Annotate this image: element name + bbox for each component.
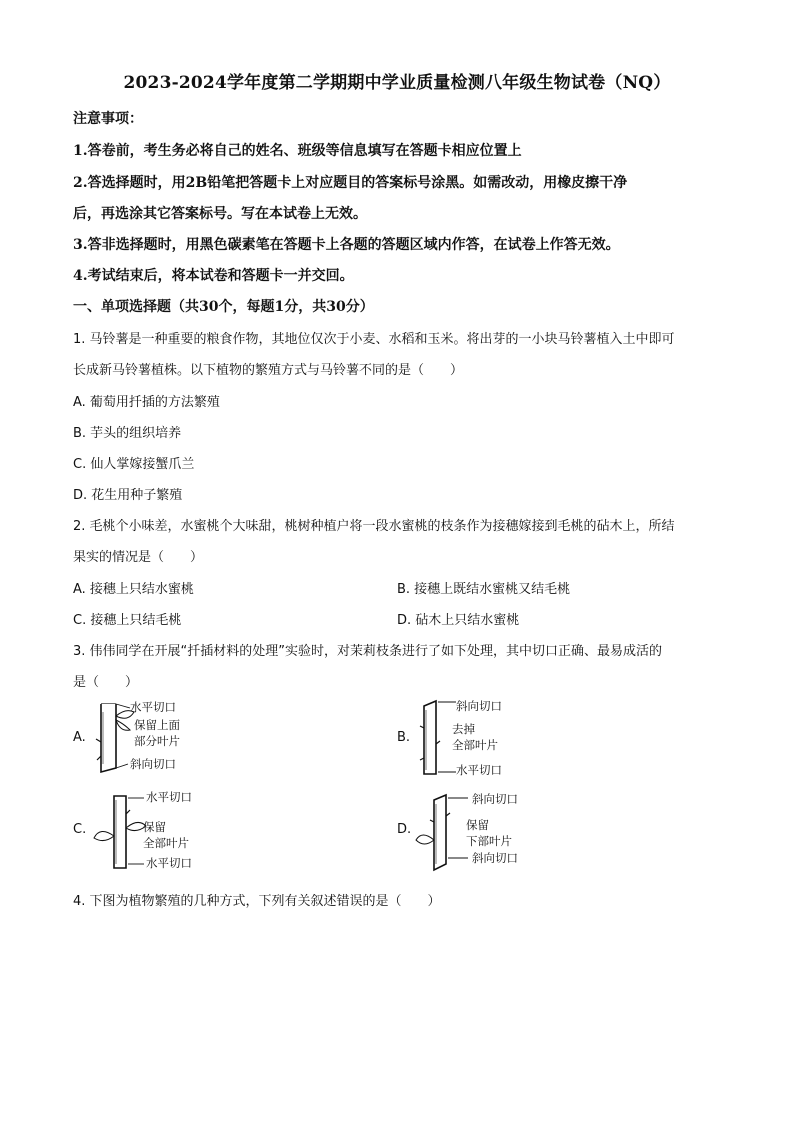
notice-item-4: 4.考试结束后，将本试卷和答题卡一并交回。 — [73, 268, 354, 284]
q2-stem-line1: 2. 毛桃个小味差，水蜜桃个大味甜，桃树种植户将一段水蜜桃的枝条作为接穗嫁接到毛桃的砧木上，所结 — [73, 519, 675, 534]
q1-option-a: A. 葡萄用扦插的方法繁殖 — [73, 395, 220, 410]
q3-figure-d-letter: D. — [397, 822, 412, 837]
q2-option-c: C. 接穗上只结毛桃 — [73, 613, 182, 628]
q3-figure-b-middle-label-2: 全部叶片 — [452, 738, 498, 752]
q3-stem-line1: 3. 伟伟同学在开展“扦插材料的处理”实验时，对茉莉枝条进行了如下处理，其中切口正确、最易成活的 — [73, 644, 663, 659]
notice-heading: 注意事项： — [73, 111, 143, 127]
q3-figure-b-middle-label-1: 去掉 — [452, 722, 475, 736]
q3-figure-b-bottom-label: 水平切口 — [456, 763, 502, 777]
q2-option-b: B. 接穗上既结水蜜桃又结毛桃 — [397, 582, 571, 597]
q1-stem-line1: 1. 马铃薯是一种重要的粮食作物，其地位仅次于小麦、水稻和玉米。将出芽的一小块马铃薯植入土中即可 — [73, 332, 675, 347]
q3-figure-c-top-label: 水平切口 — [146, 790, 192, 804]
q3-figure-c-middle-label-1: 保留 — [143, 820, 166, 834]
q1-option-c: C. 仙人掌嫁接蟹爪兰 — [73, 457, 195, 472]
q3-figure-a-letter: A. — [73, 730, 86, 745]
q3-figure-d-top-label: 斜向切口 — [472, 792, 518, 806]
q3-figure-d-middle-label-1: 保留 — [466, 818, 489, 832]
q3-stem-line2: 是（ ） — [73, 675, 139, 690]
q2-option-d: D. 砧木上只结水蜜桃 — [397, 613, 520, 628]
q3-figure-b-letter: B. — [397, 730, 411, 745]
q3-figure-b-top-label: 斜向切口 — [456, 699, 502, 713]
q3-figure-c-letter: C. — [73, 822, 87, 837]
q1-option-d: D. 花生用种子繁殖 — [73, 488, 183, 503]
q3-figure-a-top-label: 水平切口 — [130, 700, 176, 714]
q2-stem-line2: 果实的情况是（ ） — [73, 550, 204, 565]
q3-figure-a-middle-label-1: 保留上面 — [134, 718, 180, 732]
q2-option-a: A. 接穗上只结水蜜桃 — [73, 582, 194, 597]
q3-figure-d-bottom-label: 斜向切口 — [472, 851, 518, 865]
exam-title: 2023-2024学年度第二学期期中学业质量检测八年级生物试卷（NQ） — [123, 73, 671, 93]
notice-item-1: 1.答卷前，考生务必将自己的姓名、班级等信息填写在答题卡相应位置上 — [73, 143, 522, 159]
q3-figure-d-cutting — [414, 792, 470, 874]
notice-item-2: 2.答选择题时，用2B铅笔把答题卡上对应题目的答案标号涂黑。如需改动，用橡皮擦干净 — [73, 175, 628, 191]
notice-item-3: 3.答非选择题时，用黑色碳素笔在答题卡上各题的答题区域内作答，在试卷上作答无效。 — [73, 237, 620, 253]
notice-item-2-cont: 后，再选涂其它答案标号。写在本试卷上无效。 — [73, 206, 367, 222]
q3-figure-d-middle-label-2: 下部叶片 — [466, 834, 512, 848]
q1-stem-line2: 长成新马铃薯植株。以下植物的繁殖方式与马铃薯不同的是（ ） — [73, 363, 464, 378]
section-heading: 一、单项选择题（共30个，每题1分，共30分） — [73, 299, 374, 315]
q1-option-b: B. 芋头的组织培养 — [73, 426, 182, 441]
q3-figure-a-bottom-label: 斜向切口 — [130, 757, 176, 771]
q3-figure-c-cutting — [92, 790, 148, 874]
q3-figure-c-bottom-label: 水平切口 — [146, 856, 192, 870]
q4-stem-line1: 4. 下图为植物繁殖的几种方式，下列有关叙述错误的是（ ） — [73, 894, 441, 909]
q3-figure-c-middle-label-2: 全部叶片 — [143, 836, 189, 850]
q3-figure-a-middle-label-2: 部分叶片 — [134, 734, 180, 748]
